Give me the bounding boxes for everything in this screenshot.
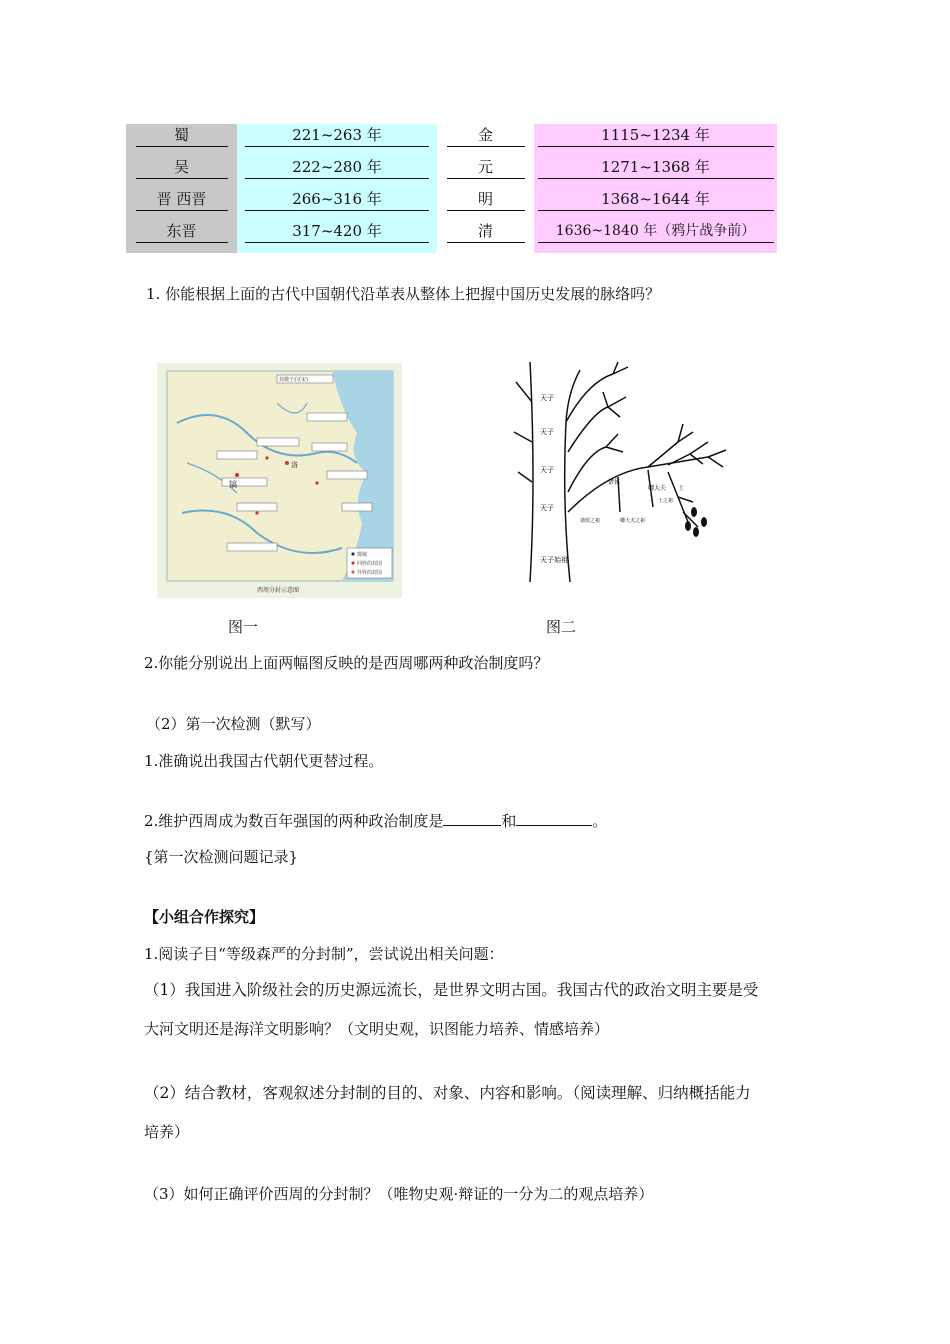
dynasty-name-cell: 元 <box>437 156 534 188</box>
dynasty-years-cell: 221~263 年 <box>237 124 437 156</box>
dynasty-name-cell: 明 <box>437 188 534 220</box>
tree-label-qingdafu: 卿大夫 <box>648 485 667 492</box>
tree-label-zhuhou: 诸侯 <box>608 479 621 486</box>
check-item-1: 1.准确说出我国古代朝代更替过程。 <box>144 752 384 770</box>
western-zhou-map-image <box>157 363 402 598</box>
group-p1-line2: 大河文明还是海洋文明影响？（文明史观，识图能力培养、情感培养） <box>144 1020 610 1038</box>
tree-label-tianzi-3: 天子 <box>540 466 554 474</box>
dynasty-table <box>126 124 777 253</box>
check-item-2-end: 。 <box>592 812 608 830</box>
group-p1-line1: （1）我国进入阶级社会的历史源远流长，是世界文明古国。我国古代的政治文明主要是受 <box>144 981 759 999</box>
dynasty-years-cell: 317~420 年 <box>237 220 437 253</box>
map-legend-capital: 都城 <box>357 552 368 558</box>
dynasty-name-cell: 吴 <box>126 156 237 188</box>
tree-label-tianzi-2: 天子 <box>540 428 554 436</box>
map-legend-different-surname: 异姓的封国 <box>357 570 383 576</box>
group-p2-line1: （2）结合教材，客观叙述分封制的目的、对象、内容和影响。（阅读理解、归纳概括能力 <box>144 1084 751 1102</box>
check-heading: （2）第一次检测（默写） <box>146 715 321 733</box>
question-2: 2.你能分别说出上面两幅图反映的是西周哪两种政治制度吗？ <box>144 654 549 672</box>
question-1: 1. 你能根据上面的古代中国朝代沿革表从整体上把握中国历史发展的脉络吗？ <box>146 285 661 303</box>
map-label-song: 封微子启(宋) <box>279 377 308 383</box>
tree-label-shi-ancestor: 士之祖 <box>658 498 674 504</box>
dynasty-name-cell: 蜀 <box>126 124 237 156</box>
dynasty-years-cell: 1636~1840 年（鸦片战争前） <box>534 220 777 253</box>
dynasty-years-cell: 1271~1368 年 <box>534 156 777 188</box>
answer-blank-2[interactable] <box>516 813 592 826</box>
figure-1-caption: 图一 <box>228 618 259 636</box>
map-label-hao: 镐 <box>229 480 237 489</box>
dynasty-name-cell: 金 <box>437 124 534 156</box>
tree-label-qingdafu-ancestor: 卿大夫之祖 <box>620 518 646 524</box>
patriarchal-tree-image <box>508 362 738 587</box>
answer-blank-1[interactable] <box>443 813 501 826</box>
dynasty-years-cell: 1115~1234 年 <box>534 124 777 156</box>
check-item-2-and: 和 <box>501 812 517 830</box>
tree-label-tianzi-ancestor: 天子始祖 <box>540 556 568 564</box>
dynasty-name-cell: 清 <box>437 220 534 253</box>
check-item-2-text: 2.维护西周成为数百年强国的两种政治制度是 <box>144 812 444 830</box>
tree-label-tianzi-4: 天子 <box>540 504 554 512</box>
map-label-luo: 洛 <box>291 461 298 469</box>
check-record: {第一次检测问题记录} <box>144 848 299 866</box>
dynasty-years-cell: 1368~1644 年 <box>534 188 777 220</box>
dynasty-years-cell: 266~316 年 <box>237 188 437 220</box>
tree-label-zhuhou-ancestor: 诸侯之祖 <box>580 518 601 524</box>
check-item-2 <box>144 810 607 831</box>
group-heading: 【小组合作探究】 <box>144 908 265 926</box>
figure-2-caption: 图二 <box>546 618 577 636</box>
figure-2-tree <box>508 362 738 587</box>
map-legend-same-surname: 同姓的封国 <box>357 561 383 567</box>
tree-label-shi: 士 <box>678 485 685 492</box>
map-title: 西周分封示意图 <box>257 587 300 594</box>
group-p3: （3）如何正确评价西周的分封制？（唯物史观·辩证的一分为二的观点培养） <box>144 1185 654 1203</box>
tree-label-tianzi-1: 天子 <box>540 394 554 402</box>
figure-1-map <box>157 363 402 598</box>
group-intro: 1.阅读子目“等级森严的分封制”，尝试说出相关问题： <box>144 945 504 963</box>
group-p2-line2: 培养） <box>144 1123 190 1141</box>
dynasty-name-cell: 晋 西晋 <box>126 188 237 220</box>
dynasty-name-cell: 东晋 <box>126 220 237 253</box>
dynasty-years-cell: 222~280 年 <box>237 156 437 188</box>
